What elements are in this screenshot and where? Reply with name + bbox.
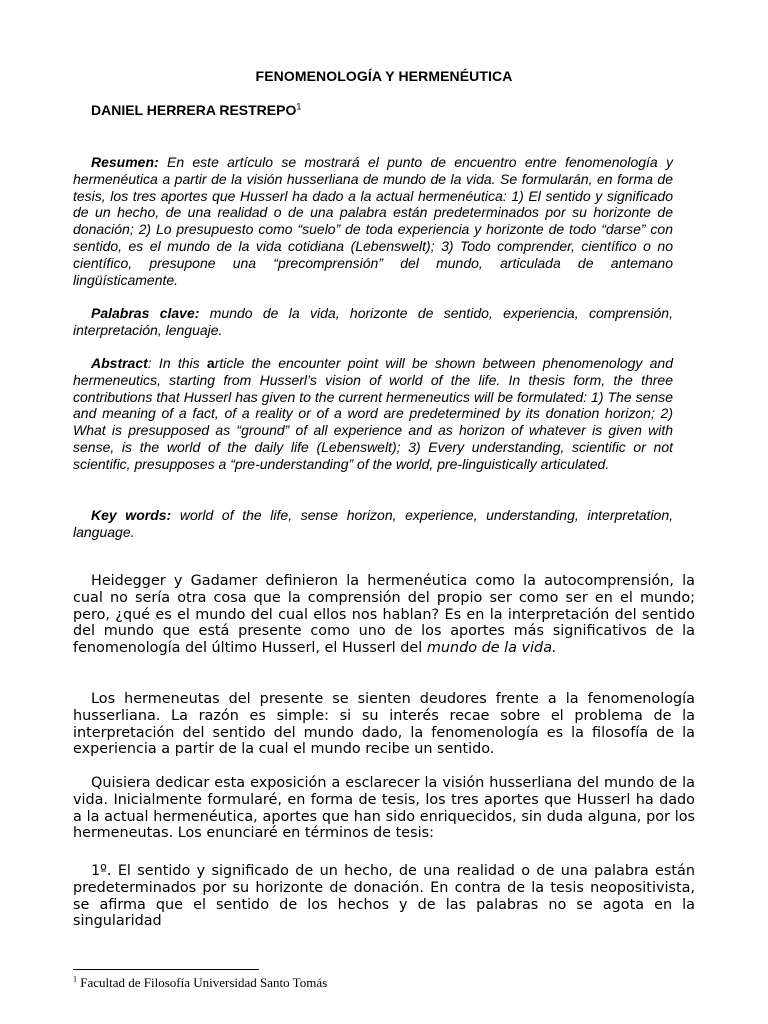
body-paragraph-2 — [73, 691, 695, 758]
document-title: FENOMENOLOGÍA Y HERMENÉUTICA — [255, 68, 513, 84]
footnote — [73, 975, 327, 991]
body-paragraph-4 — [73, 863, 695, 930]
abstract-paragraph — [73, 355, 673, 473]
body-paragraph-2-text: Los hermeneutas del presente se sienten deudores frente a la fenomenología husserliana. La razón es simple: si su interés recae sobre el problema de la interpretación del sentido del mundo dado, la fenomenología es la filosofía de la experiencia a partir de la cual el mundo recibe un sentido. — [73, 691, 695, 758]
abstract-text-pre: : In this — [147, 355, 207, 371]
key-words-text: world of the life, sense horizon, experience, understanding, interpretation, language. — [73, 507, 673, 540]
resumen-text: En este artículo se mostrará el punto de encuentro entre fenomenología y hermenéutica a partir de la visión husserliana de mundo de la vida. Se formularán, en forma de tesis, los tres aportes que Husserl ha dado a la actual hermenéutica: 1) El sentido y significado de un hecho, de una realidad o de una palabra están predeterminados por su horizonte de donación; 2) Lo presupuesto como “suelo” de toda experiencia y horizonte de todo “darse” con sentido, es el mundo de la vida cotidiana (Lebenswelt); 3) Todo comprender, científico o no científico, presupone una “precomprensión” del mundo, articulada de antemano lingüísticamente. — [73, 154, 673, 288]
author-footnote-mark: 1 — [296, 101, 302, 112]
body-paragraph-3-text: Quisiera dedicar esta exposición a esclarecer la visión husserliana del mundo de la vida. Inicialmente formularé, en forma de tesis, los tres aportes que Husserl ha dado a la actual hermenéutica, aportes que han sido enriquecidos, sin duda alguna, por los hermeneutas. Los enunciaré en términos de tesis: — [73, 775, 695, 842]
key-words-paragraph — [73, 507, 673, 541]
resumen-label: Resumen: — [91, 154, 159, 170]
footnote-mark: 1 — [73, 974, 77, 984]
author-line — [91, 102, 301, 118]
resumen-paragraph — [73, 154, 673, 288]
body-paragraph-1-italic: mundo de la vida. — [426, 640, 557, 657]
palabras-clave-paragraph — [73, 305, 673, 339]
body-paragraph-3 — [73, 775, 695, 842]
abstract-bold-letter: a — [206, 355, 215, 371]
abstract-text: rticle the encounter point will be shown between phenomenology and hermeneutics, starting from Husserl’s vision of world of the life. In thesis form, the three contributions that Husserl has given to the current hermeneutics will be formulated: 1) The sense and meaning of a fact, of a reality or of a word are predetermined by its donation horizon; 2) What is presupposed as “ground” of all experience and as horizon of whatever is given with sense, is the world of the daily life (Lebenswelt); 3) Every understanding, scientific or not scientific, presupposes a “pre-understanding” of the world, pre-linguistically articulated. — [73, 355, 673, 472]
palabras-clave-text: mundo de la vida, horizonte de sentido, experiencia, comprensión, interpretación, lenguaje. — [73, 305, 673, 338]
body-paragraph-1 — [73, 573, 695, 657]
body-paragraph-4-text: 1º. El sentido y significado de un hecho, de una realidad o de una palabra están predeterminados por su horizonte de donación. En contra de la tesis neopositivista, se afirma que el sentido de los hechos y de las palabras no se agota en la singularidad — [73, 863, 695, 930]
author-name: DANIEL HERRERA RESTREPO — [91, 102, 297, 118]
palabras-clave-label: Palabras clave: — [91, 305, 200, 321]
abstract-label: Abstract — [91, 355, 148, 371]
body-paragraph-1-text: Heidegger y Gadamer definieron la hermenéutica como la autocomprensión, la cual no sería otra cosa que la comprensión del propio ser como ser en el mundo; pero, ¿qué es el mundo del cual ellos nos hablan? Es en la interpretación del sentido del mundo que está presente como uno de los aportes más significativos de la fenomenología del último Husserl, el Husserl del — [73, 573, 695, 657]
footnote-text: Facultad de Filosofía Universidad Santo Tomás — [77, 975, 328, 990]
footnote-separator — [73, 969, 259, 970]
key-words-label: Key words: — [91, 507, 172, 523]
